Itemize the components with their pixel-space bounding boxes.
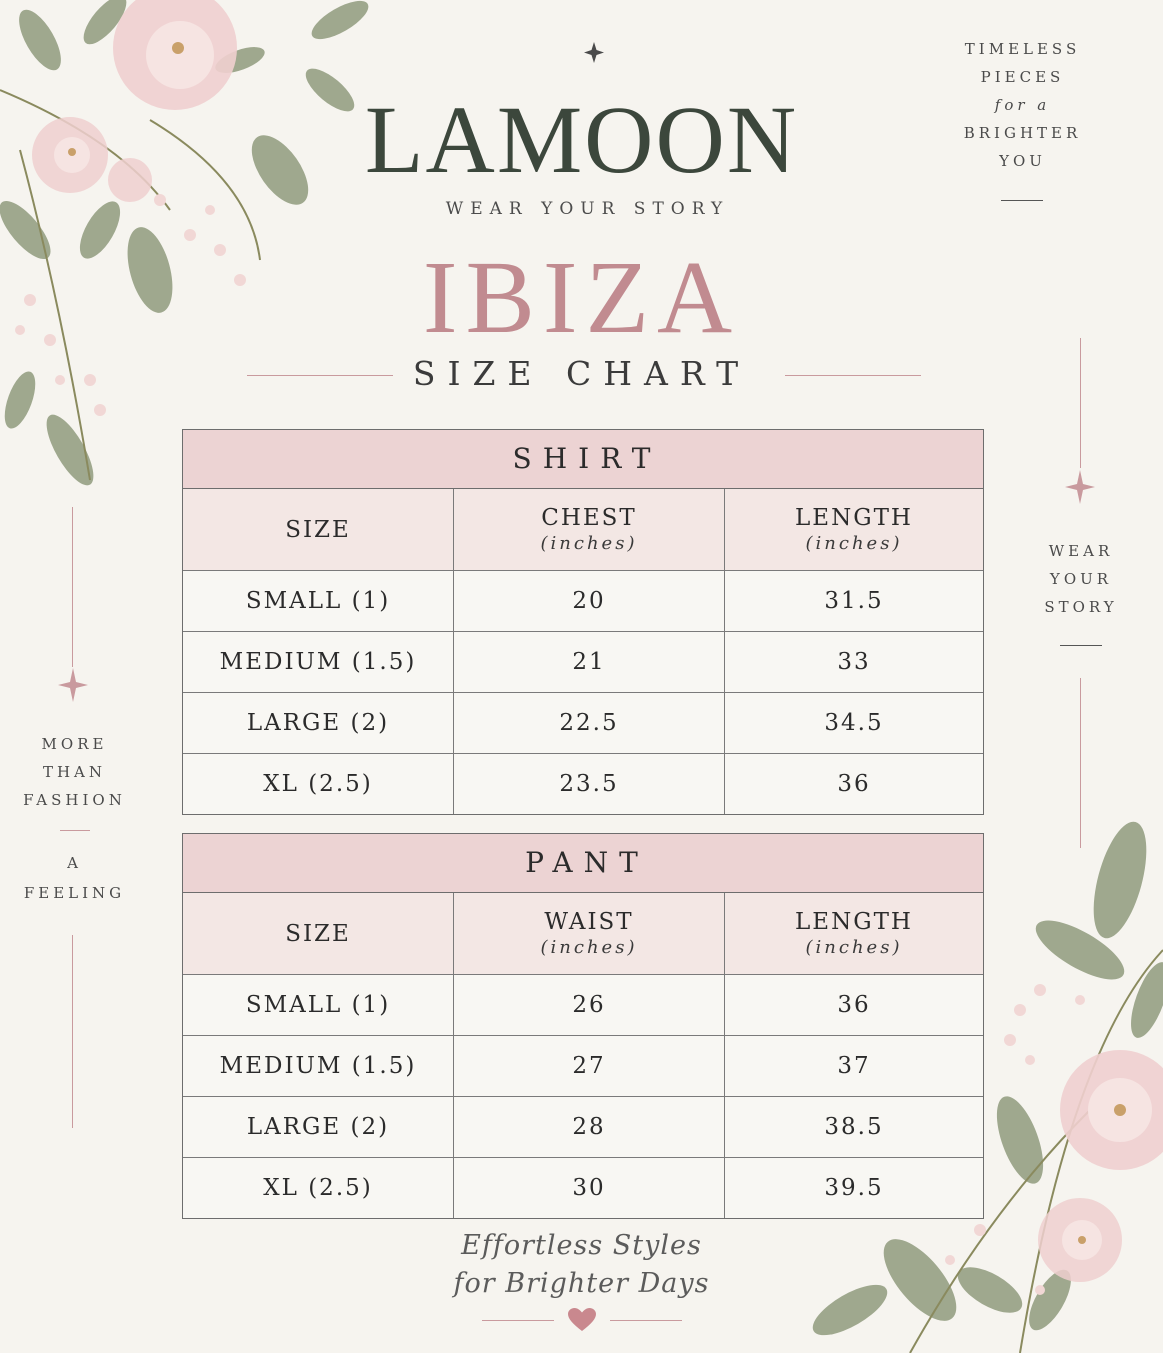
side-text-line: PIECES	[980, 68, 1065, 86]
side-text-timeless	[940, 35, 1105, 175]
sparkle-icon	[58, 668, 88, 702]
table-cell: 38.5	[824, 1114, 884, 1140]
table-cell: MEDIUM (1.5)	[183, 1036, 454, 1096]
table-cell: 30	[454, 1158, 725, 1218]
side-text-line: FASHION	[23, 791, 126, 809]
table-title: PANT	[183, 834, 983, 893]
column-header-label: LENGTH	[795, 909, 913, 935]
side-text-line: THAN	[42, 763, 107, 781]
table-cell: 20	[454, 571, 725, 631]
column-header-unit: (inches)	[805, 937, 903, 958]
table-cell: SMALL (1)	[183, 571, 454, 631]
side-text-wear-your-story	[1020, 537, 1142, 621]
table-cell: 36	[837, 771, 871, 797]
table-row	[183, 1158, 983, 1218]
shirt-size-table	[182, 429, 984, 815]
table-cell: 26	[454, 975, 725, 1035]
sparkle-icon	[1065, 470, 1095, 504]
table-cell: 28	[454, 1097, 725, 1157]
table-cell: LARGE (2)	[183, 693, 454, 753]
footer-slogan-line1: Effortless Styles	[461, 1230, 702, 1261]
title-divider-right	[785, 375, 921, 376]
side-text-a-feeling	[12, 848, 137, 908]
column-header	[725, 893, 983, 974]
side-text-line: A	[67, 854, 82, 872]
column-header	[725, 489, 983, 570]
table-row	[183, 1036, 983, 1097]
product-title: IBIZA	[422, 240, 741, 355]
side-text-line: for a	[994, 96, 1051, 114]
column-header	[454, 489, 725, 570]
table-cell: XL (2.5)	[183, 1158, 454, 1218]
table-row	[183, 571, 983, 632]
side-text-line: WEAR	[1048, 542, 1114, 560]
column-header-label: SIZE	[285, 920, 351, 947]
brand-logo: LAMOON	[364, 86, 799, 193]
column-header-unit: (inches)	[540, 937, 638, 958]
column-header-unit: (inches)	[805, 533, 903, 554]
table-cell: 22.5	[454, 693, 725, 753]
table-cell: 21	[454, 632, 725, 692]
table-header-row	[183, 489, 983, 571]
column-header-label: LENGTH	[795, 505, 913, 531]
pant-size-table	[182, 833, 984, 1219]
table-row	[183, 975, 983, 1036]
column-header-unit: (inches)	[540, 533, 638, 554]
table-row	[183, 1097, 983, 1158]
side-dash	[1001, 200, 1043, 201]
side-text-line: FEELING	[23, 884, 126, 902]
footer-slogan-line2: for Brighter Days	[453, 1268, 710, 1299]
left-vertical-line-bottom	[72, 935, 73, 1128]
side-text-line: YOUR	[1049, 570, 1113, 588]
column-header	[454, 893, 725, 974]
table-row	[183, 754, 983, 814]
column-header	[183, 489, 454, 570]
table-cell: SMALL (1)	[183, 975, 454, 1035]
side-text-line: MORE	[41, 735, 108, 753]
side-text-more-than-fashion	[12, 730, 137, 814]
side-text-line: BRIGHTER	[963, 124, 1082, 142]
column-header-label: WAIST	[544, 909, 634, 935]
column-header	[183, 893, 454, 974]
table-cell: 33	[837, 649, 871, 675]
side-dash	[60, 830, 90, 831]
side-text-line: TIMELESS	[964, 40, 1081, 58]
right-vertical-line-bottom	[1080, 678, 1081, 848]
table-header-row	[183, 893, 983, 975]
column-header-label: SIZE	[285, 516, 351, 543]
table-cell: 39.5	[824, 1175, 884, 1201]
table-cell: 34.5	[824, 710, 884, 736]
table-cell: 31.5	[824, 588, 884, 614]
column-header-label: CHEST	[541, 505, 637, 531]
table-cell: 36	[837, 992, 871, 1018]
table-cell: 37	[837, 1053, 871, 1079]
brand-tagline: WEAR YOUR STORY	[445, 199, 730, 219]
table-cell: MEDIUM (1.5)	[183, 632, 454, 692]
table-cell: XL (2.5)	[183, 754, 454, 814]
footer-divider-right	[610, 1320, 682, 1321]
table-row	[183, 632, 983, 693]
table-title: SHIRT	[183, 430, 983, 489]
side-text-line: YOU	[999, 152, 1046, 170]
side-dash	[1060, 645, 1102, 646]
table-cell: 23.5	[454, 754, 725, 814]
left-vertical-line-top	[72, 507, 73, 667]
table-row	[183, 693, 983, 754]
side-text-line: STORY	[1044, 598, 1118, 616]
page-title: SIZE CHART	[412, 354, 751, 393]
right-vertical-line-top	[1080, 338, 1081, 468]
footer-divider-left	[482, 1320, 554, 1321]
heart-icon	[568, 1308, 596, 1332]
table-cell: LARGE (2)	[183, 1097, 454, 1157]
table-cell: 27	[454, 1036, 725, 1096]
